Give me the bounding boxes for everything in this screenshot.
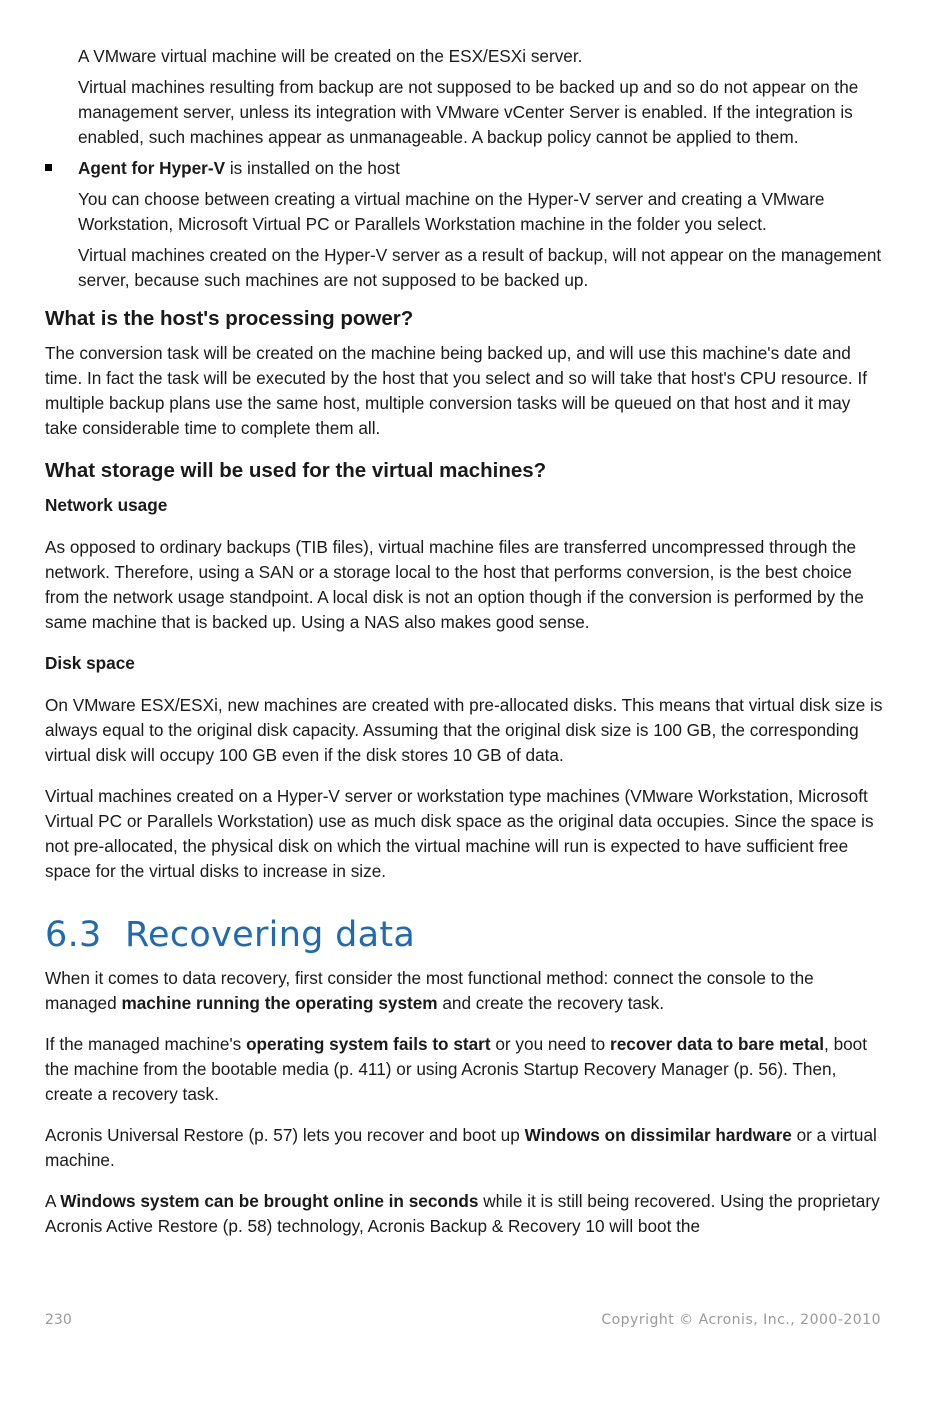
text-run: and create the recovery task. <box>437 993 664 1013</box>
paragraph-network-usage: As opposed to ordinary backups (TIB files), virtual machine files are transferred uncompressed through the network. Therefore, using a SAN or a storage local to the host that performs conversion, is the best choice from the network usage standpoint. A local disk is not an option though if the conversion is performed by the same machine that is backed up. Using a NAS also makes good sense. <box>45 537 864 632</box>
paragraph-disk-space-1: On VMware ESX/ESXi, new machines are created with pre-allocated disks. This means that virtual disk size is always equal to the original disk capacity. Assuming that the original disk size is 100 GB, the corresponding virtual disk will occupy 100 GB even if the disk stores 10 GB of data. <box>45 695 883 765</box>
bold-run: operating system fails to start <box>246 1034 491 1054</box>
page-number: 230 <box>45 1312 72 1328</box>
bullet-rest-text: is installed on the host <box>225 158 400 178</box>
heading-network-usage: Network usage <box>45 495 168 515</box>
section-heading <box>45 914 885 956</box>
bullet-bold-text: Agent for Hyper-V <box>78 158 226 178</box>
paragraph-hyperv-choose: You can choose between creating a virtual machine on the Hyper-V server and creating a VMware Workstation, Microsoft Virtual PC or Parallels Workstation machine in the folder you select. <box>78 189 825 234</box>
paragraph-recovery-2 <box>45 1032 885 1107</box>
heading-disk-space: Disk space <box>45 653 135 673</box>
section-title: Recovering data <box>125 915 416 955</box>
bold-run: Windows on dissimilar hardware <box>524 1125 792 1145</box>
text-run: When it comes to data recovery, first consider the most functional method: connect the console to the managed <box>45 968 814 1013</box>
text-run: , boot the machine from the bootable media (p. 411) or using Acronis Startup Recovery Manager (p. 56). Then, create a recovery task. <box>45 1034 868 1104</box>
document-page <box>45 44 885 1239</box>
section-number: 6.3 <box>45 915 102 955</box>
paragraph-processing: The conversion task will be created on the machine being backed up, and will use this machine's date and time. In fact the task will be executed by the host that you select and so will take that host's CPU resource. If multiple backup plans use the same host, multiple conversion tasks will be queued on that host and it may take considerable time to complete them all. <box>45 343 868 438</box>
heading-processing-power: What is the host's processing power? <box>45 307 414 330</box>
text-run: or a virtual machine. <box>45 1125 877 1170</box>
paragraph-recovery-3 <box>45 1123 885 1173</box>
heading-storage: What storage will be used for the virtual machines? <box>45 459 547 482</box>
bold-run: recover data to bare metal <box>610 1034 825 1054</box>
text-run: If the managed machine's <box>45 1034 247 1054</box>
paragraph-vmware-created: A VMware virtual machine will be created on the ESX/ESXi server. <box>78 46 583 66</box>
paragraph-recovery-4 <box>45 1189 885 1239</box>
copyright-notice: Copyright © Acronis, Inc., 2000-2010 <box>601 1312 881 1328</box>
text-run: while it is still being recovered. Using the proprietary Acronis Active Restore (p. 58) technology, Acronis Backup & Recovery 10 will boot the <box>45 1191 880 1236</box>
text-run: Acronis Universal Restore (p. 57) lets you recover and boot up <box>45 1125 525 1145</box>
bold-run: Windows system can be brought online in seconds <box>60 1191 479 1211</box>
paragraph-vmware-not-backed: Virtual machines resulting from backup are not supposed to be backed up and so do not appear on the management server, unless its integration with VMware vCenter Server is enabled. If the integration is enabled, such machines appear as unmanageable. A backup policy cannot be applied to them. <box>78 77 859 147</box>
paragraph-hyperv-not-appear: Virtual machines created on the Hyper-V server as a result of backup, will not appear on the management server, because such machines are not supposed to be backed up. <box>78 245 882 290</box>
text-run: or you need to <box>490 1034 611 1054</box>
bold-run: machine running the operating system <box>121 993 438 1013</box>
bullet-item-hyperv <box>45 156 885 181</box>
paragraph-disk-space-2: Virtual machines created on a Hyper-V server or workstation type machines (VMware Workstation, Microsoft Virtual PC or Parallels Workstation) use as much disk space as the original data occupies. Since the space is not pre-allocated, the physical disk on which the virtual machine will run is expected to have sufficient free space for the virtual disks to increase in size. <box>45 786 874 881</box>
text-run: A <box>45 1191 61 1211</box>
bullet-icon <box>45 164 52 171</box>
paragraph-recovery-1 <box>45 966 885 1016</box>
